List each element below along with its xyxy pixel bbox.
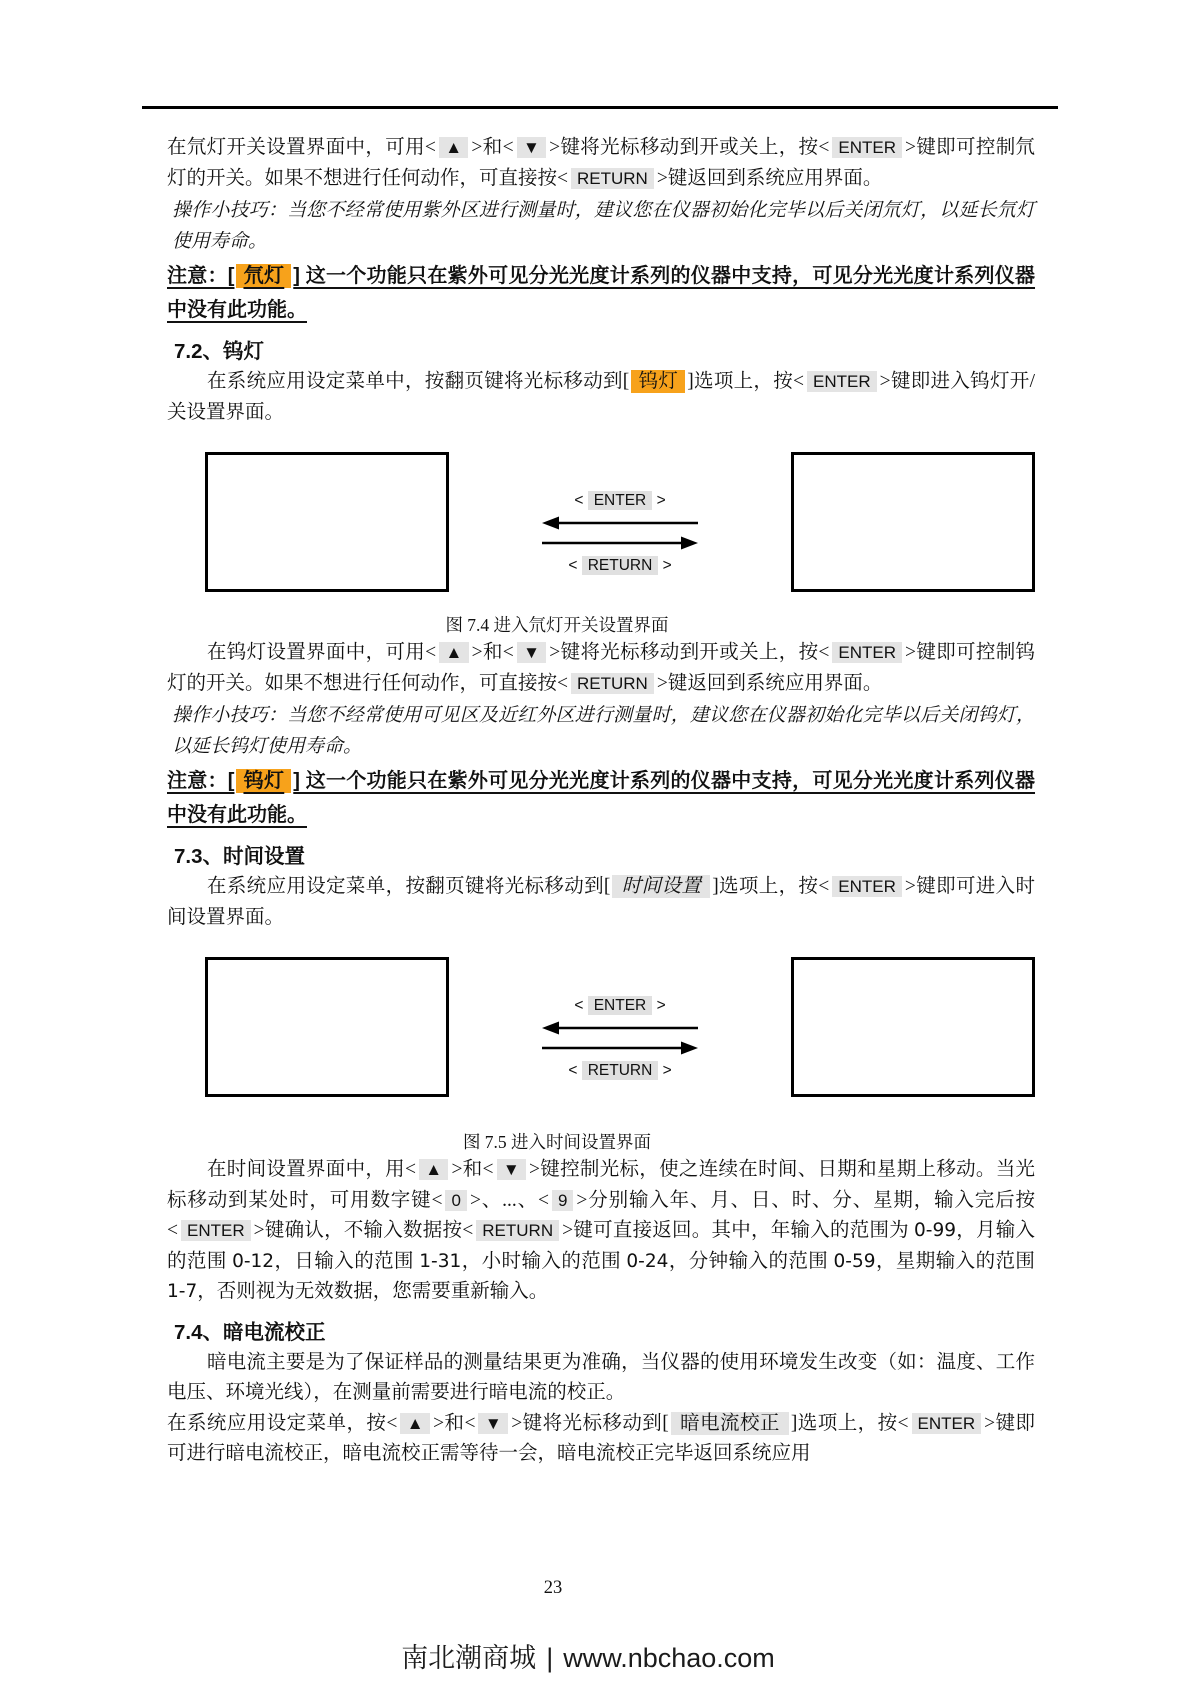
highlighted-menu-item: 钨灯: [236, 769, 291, 793]
heading-7-4-dark-current: [167, 1315, 1035, 1345]
text-run: 在系统应用设定菜单中，按翻页键将光标移动到[: [206, 371, 630, 392]
para-dark-current-menu: [167, 1409, 1035, 1470]
enter-arrow-left-head: [542, 1022, 559, 1035]
angle-open: <: [574, 492, 588, 509]
document-content: [167, 133, 1035, 1470]
text-run: 注意：[: [167, 770, 235, 792]
tip-deuterium-lamp: [167, 195, 1035, 257]
angle-open: <: [574, 997, 588, 1014]
para-tungsten-menu: [167, 367, 1035, 428]
text-run: 图 7.5 进入时间设置界面: [462, 1132, 652, 1152]
text-run: >、...、<: [469, 1189, 549, 1211]
text-run: >和<: [471, 137, 514, 158]
enter-arrow-left-head: [542, 517, 559, 530]
text-run: >分别输入年、月、日、时、分、星期，输入完后按<: [167, 1189, 1035, 1241]
key-cap: ENTER: [588, 996, 653, 1015]
key-cap: ENTER: [912, 1413, 982, 1434]
caption-figure-7-5: [167, 1129, 947, 1155]
footer-url: www.nbchao.com: [563, 1643, 775, 1673]
key-cap: ▼: [497, 1159, 526, 1180]
text-run: >键可直接返回。其中，年输入的范围为: [562, 1220, 915, 1241]
text-run: 图 7.4 进入氘灯开关设置界面: [445, 615, 669, 635]
text-run: 操作小技巧：当您不经常使用紫外区进行测量时，建议您在仪器初始化完毕以后关闭氘灯，以延长氘灯使用寿命。: [172, 200, 1035, 252]
value-range: 0-12: [232, 1250, 275, 1272]
key-cap: ENTER: [832, 876, 902, 897]
figure-arrows: [449, 957, 791, 1103]
text-run: 7.2、钨灯: [174, 340, 264, 363]
return-arrow-right-head: [681, 537, 698, 550]
text-run: >键即可进行暗电流校正，暗电流校正需等待一会，暗电流校正完毕返回系统应用: [167, 1412, 1036, 1464]
text-run: ，月输入的范围: [167, 1220, 1035, 1272]
text-run: >键将光标移动到开或关上，按<: [549, 137, 830, 158]
header-rule: [142, 106, 1058, 109]
footer-separator: |: [546, 1643, 554, 1673]
key-cap: ▲: [439, 642, 469, 663]
text-run: 在氘灯开关设置界面中，可用<: [167, 137, 436, 158]
text-run: >键将光标移动到[: [511, 1412, 669, 1434]
text-run: >键将光标移动到开或关上，按<: [549, 642, 830, 663]
angle-close: >: [652, 997, 666, 1014]
text-run: ，日输入的范围: [274, 1250, 420, 1272]
highlighted-menu-item: 氘灯: [236, 264, 291, 288]
tip-tungsten-lamp: [167, 700, 1035, 762]
key-cap: ENTER: [832, 137, 902, 158]
text-run: ，分钟输入的范围: [668, 1250, 834, 1272]
para-dark-current-intro: [167, 1348, 1035, 1409]
text-run: 在时间设置界面中，用<: [206, 1159, 416, 1180]
figure-7-5-diagram: [205, 957, 1035, 1103]
text-run: ] 这一个功能只在紫外可见分光光度计系列的仪器中支持，可见分光光度计系列仪器中没有此功能。: [167, 770, 1036, 826]
angle-close: >: [658, 1062, 672, 1079]
text-run: >和<: [433, 1412, 476, 1434]
text-run: 在钨灯设置界面中，可用<: [206, 642, 437, 663]
value-range: 0-59: [833, 1250, 876, 1272]
text-run: >键控制光标，使之连续在时间、日期和星期上移动。当光标移动到某处时，可用数字键<: [167, 1159, 1036, 1211]
enter-key-label: [574, 490, 665, 511]
text-run: ，星期输入的范围: [875, 1250, 1035, 1272]
return-arrow-right-head: [681, 1042, 698, 1055]
text-run: ，否则视为无效数据，您需要重新输入。: [197, 1281, 549, 1302]
text-run: 7.4、暗电流校正: [174, 1320, 326, 1344]
screen-box-left: [205, 957, 449, 1097]
text-run: 在系统应用设定菜单，按翻页键将光标移动到[: [206, 876, 611, 897]
heading-7-3-time-setting: [167, 839, 1035, 869]
key-cap: RETURN: [476, 1220, 559, 1241]
para-time-setting-usage: [167, 1155, 1035, 1308]
key-cap: RETURN: [582, 556, 659, 575]
para-tungsten-switch: [167, 638, 1035, 699]
value-range: 0-24: [626, 1250, 669, 1272]
key-cap: 0: [445, 1190, 466, 1211]
text-run: >和<: [451, 1159, 494, 1180]
angle-open: <: [568, 1062, 582, 1079]
text-run: 操作小技巧：当您不经常使用可见区及近红外区进行测量时，建议您在仪器初始化完毕以后关闭钨灯，以延长钨灯使用寿命。: [172, 705, 1035, 757]
text-run: >键确认，不输入数据按<: [253, 1220, 474, 1241]
para-time-setting-menu: [167, 872, 1035, 933]
text-run: >键返回到系统应用界面。: [656, 167, 883, 189]
text-run: >键即可控制氘灯的开关。如果不想进行任何动作，可直接按<: [167, 137, 1036, 189]
value-range: 1-31: [419, 1250, 462, 1272]
key-cap: ▲: [400, 1413, 430, 1434]
key-cap: ▲: [439, 137, 469, 158]
text-run: >键返回到系统应用界面。: [656, 672, 883, 694]
return-key-label: [568, 1060, 671, 1081]
angle-close: >: [658, 557, 672, 574]
angle-close: >: [652, 492, 666, 509]
text-run: ]选项上，按<: [687, 371, 805, 392]
text-run: ] 这一个功能只在紫外可见分光光度计系列的仪器中支持，可见分光光度计系列仪器中没有此功能。: [167, 265, 1036, 321]
figure-7-4-diagram: [205, 452, 1035, 598]
text-run: ]选项上，按<: [712, 876, 830, 897]
note-deuterium-lamp: [167, 259, 1035, 327]
footer-brand: 南北潮商城: [401, 1643, 537, 1673]
key-cap: RETURN: [571, 673, 654, 694]
key-cap: ENTER: [588, 491, 653, 510]
text-run: 7.3、时间设置: [174, 845, 305, 868]
key-cap: RETURN: [582, 1061, 659, 1080]
angle-open: <: [568, 557, 582, 574]
text-run: 暗电流主要是为了保证样品的测量结果更为准确，当仪器的使用环境发生改变（如：温度、工作电压、环境光线），在测量前需要进行暗电流的校正。: [167, 1351, 1035, 1403]
para-deuterium-lamp-switch: [167, 133, 1035, 194]
highlighted-menu-item: 钨灯: [631, 370, 685, 393]
text-run: >键即可控制钨灯的开关。如果不想进行任何动作，可直接按<: [167, 642, 1036, 694]
key-cap: ENTER: [181, 1220, 251, 1241]
value-range: 0-99: [914, 1220, 957, 1241]
note-tungsten-lamp: [167, 764, 1035, 832]
text-run: 注意：[: [167, 265, 235, 287]
enter-key-label: [574, 995, 665, 1016]
key-cap: ENTER: [807, 371, 877, 392]
key-cap: ▼: [478, 1413, 508, 1434]
return-key-label: [568, 555, 671, 576]
screen-box-left: [205, 452, 449, 592]
transition-arrows-graphic: [540, 1019, 700, 1057]
text-run: 在系统应用设定菜单，按<: [167, 1412, 398, 1434]
text-run: >和<: [471, 642, 514, 663]
key-cap: ▲: [419, 1159, 448, 1180]
page-number: 23: [543, 1578, 563, 1598]
text-run: ]选项上，按<: [790, 1412, 909, 1434]
text-run: >键即进入钨灯开/关设置界面。: [167, 371, 1035, 423]
text-run: >键即可进入时间设置界面。: [167, 876, 1035, 928]
key-cap: 9: [552, 1190, 573, 1211]
key-cap: ▼: [517, 137, 547, 158]
screen-box-right: [791, 452, 1035, 592]
highlighted-menu-item: 暗电流校正: [671, 1412, 789, 1435]
figure-arrows: [449, 452, 791, 598]
text-run: ，小时输入的范围: [461, 1250, 627, 1272]
caption-figure-7-4: [167, 612, 947, 638]
screen-box-right: [791, 957, 1035, 1097]
transition-arrows-graphic: [540, 514, 700, 552]
highlighted-menu-item: 时间设置: [612, 875, 710, 898]
page-footer: [0, 1636, 1176, 1675]
key-cap: ▼: [517, 642, 547, 663]
value-range: 1-7: [167, 1281, 198, 1302]
heading-7-2-tungsten-lamp: [167, 334, 1035, 364]
key-cap: RETURN: [571, 168, 654, 189]
key-cap: ENTER: [832, 642, 902, 663]
